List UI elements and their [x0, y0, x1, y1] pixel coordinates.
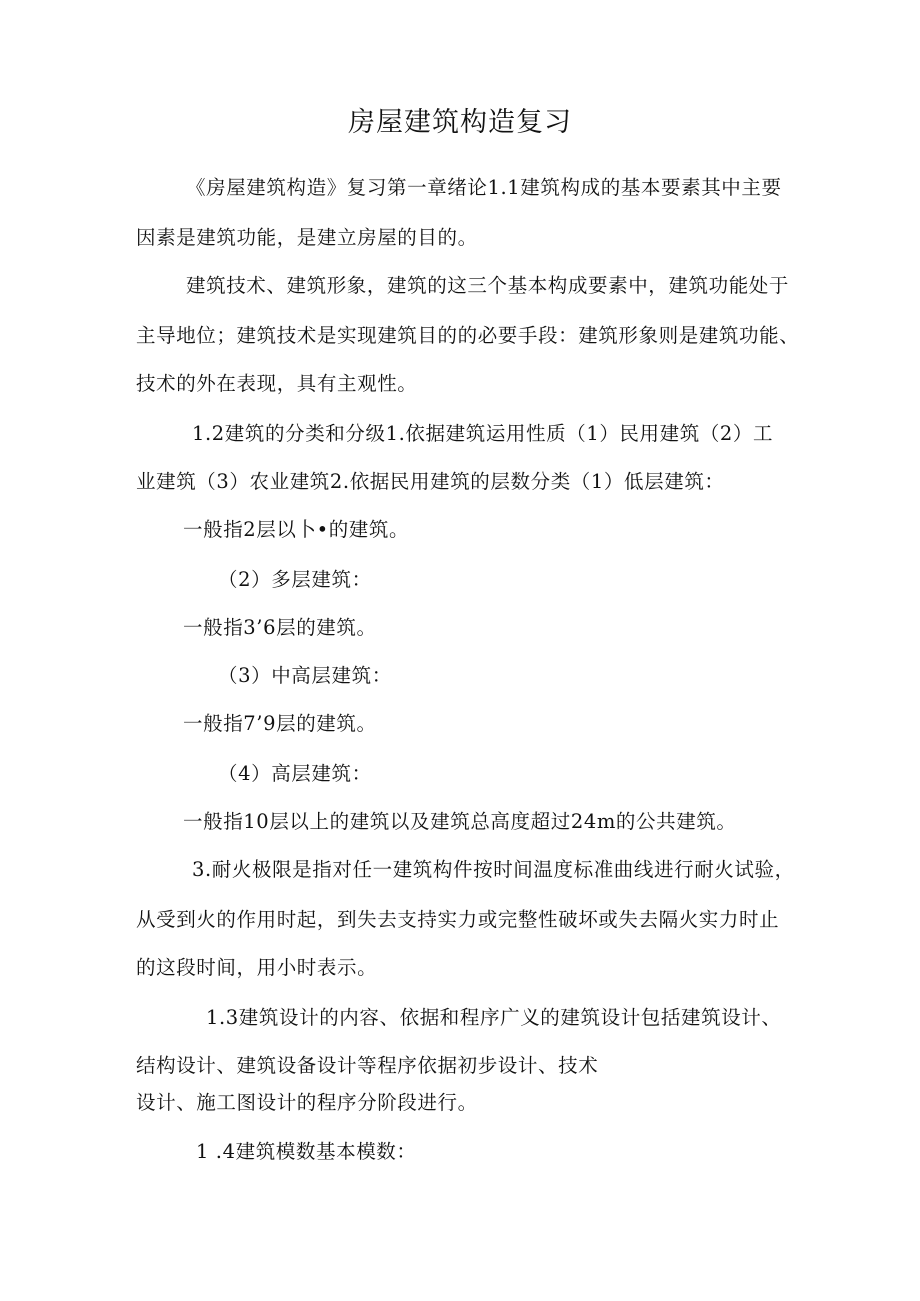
paragraph-line: 《房屋建筑构造》复习第一章绪论1.1建筑构成的基本要素其中主要 [186, 176, 782, 199]
paragraph-line: 从受到火的作用时起，到失去支持实力或完整性破坏或失去隔火实力时止 [136, 908, 780, 931]
paragraph-line: 1.3建筑设计的内容、依据和程序广义的建筑设计包括建筑设计、 [206, 1006, 782, 1029]
paragraph-line: 主导地位；建筑技术是实现建筑目的的必要手段：建筑形象则是建筑功能、 [136, 324, 800, 347]
paragraph-line: （3）中高层建筑： [218, 664, 392, 687]
paragraph-line: 1 .4建筑模数基本模数： [196, 1140, 417, 1163]
paragraph-line: 业建筑（3）农业建筑2.依据民用建筑的层数分类（1）低层建筑： [136, 470, 725, 493]
paragraph-line: 3.耐火极限是指对任一建筑构件按时间温度标准曲线进行耐火试验， [192, 858, 795, 881]
document-title: 房屋建筑构造复习 [348, 107, 572, 138]
paragraph-line: 技术的外在表现，具有主观性。 [136, 372, 418, 395]
paragraph-line: 1.2建筑的分类和分级1.依据建筑运用性质（1）民用建筑（2）工 [192, 422, 774, 445]
paragraph-line: 一般指2层以卜•的建筑。 [183, 518, 410, 541]
paragraph-line: 建筑技术、建筑形象，建筑的这三个基本构成要素中，建筑功能处于 [186, 274, 790, 297]
paragraph-line: 一般指7’9层的建筑。 [183, 712, 377, 735]
paragraph-line: 因素是建筑功能，是建立房屋的目的。 [136, 226, 478, 249]
paragraph-line: 的这段时间，用小时表示。 [136, 956, 378, 979]
paragraph-line: （2）多层建筑： [218, 568, 372, 591]
paragraph-line: 设计、施工图设计的程序分阶段进行。 [136, 1091, 478, 1114]
paragraph-line: 一般指10层以上的建筑以及建筑总高度超过24m的公共建筑。 [183, 810, 737, 833]
paragraph-line: 一般指3’6层的建筑。 [183, 616, 377, 639]
paragraph-line: 结构设计、建筑设备设计等程序依据初步设计、技术 [136, 1054, 599, 1077]
paragraph-line: （4）高层建筑： [218, 762, 372, 785]
